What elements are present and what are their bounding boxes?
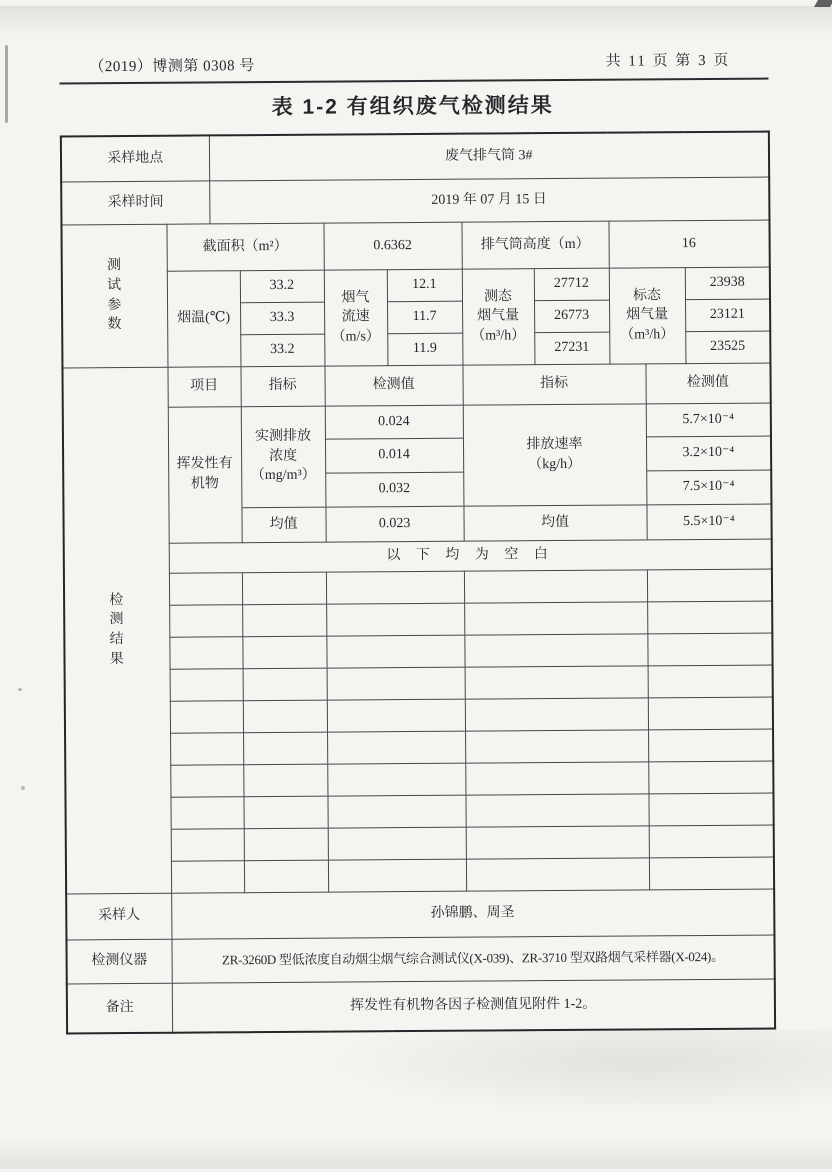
empty-cell	[243, 668, 327, 701]
emission-rate-value: 3.2×10⁻⁴	[646, 436, 771, 471]
empty-cell	[648, 665, 773, 698]
remark-label: 备注	[67, 983, 172, 1034]
empty-cell	[244, 828, 328, 861]
standard-flow-label: 标态 烟气量 （m³/h）	[609, 267, 686, 364]
empty-cell	[243, 764, 327, 797]
remark-value: 挥发性有机物各因子检测值见附件 1-2。	[172, 979, 775, 1033]
table-row	[64, 633, 772, 670]
stack-height-label: 排气筒高度（m）	[461, 221, 608, 269]
concentration-value: 0.014	[325, 438, 463, 473]
table-row	[65, 729, 773, 766]
table-row	[65, 761, 773, 798]
mean-concentration-value: 0.023	[325, 506, 463, 542]
empty-cell	[647, 633, 772, 666]
emission-rate-value: 7.5×10⁻⁴	[646, 470, 771, 505]
empty-cell	[170, 796, 243, 829]
empty-cell	[171, 860, 244, 893]
empty-cell	[648, 793, 773, 826]
empty-cell	[327, 795, 465, 828]
empty-cell	[326, 635, 464, 668]
flue-temp-value: 33.2	[240, 334, 324, 367]
empty-cell	[465, 729, 648, 762]
column-header-value2: 检测值	[645, 363, 770, 404]
empty-cell	[169, 572, 242, 605]
empty-cell	[464, 633, 647, 666]
column-header-indicator: 指标	[240, 366, 324, 407]
page-number-info: 共 11 页 第 3 页	[605, 52, 731, 70]
standard-flow-value: 23525	[685, 331, 770, 364]
standard-flow-value: 23121	[685, 299, 770, 332]
table-row	[61, 132, 769, 182]
empty-cell	[649, 857, 774, 890]
stack-height-value: 16	[608, 220, 769, 268]
column-header-item: 项目	[167, 366, 240, 407]
empty-cell	[465, 697, 648, 730]
mean-label: 均值	[241, 507, 325, 543]
waste-gas-results-table	[60, 131, 776, 1035]
empty-cell	[647, 601, 772, 634]
detection-results-section-label: 检 测 结 果	[62, 367, 171, 894]
sampler-value: 孙锦鹏、周圣	[171, 889, 774, 939]
emission-rate-label: 排放速率 （kg/h）	[463, 403, 647, 505]
empty-cell	[465, 793, 648, 826]
empty-cell	[243, 732, 327, 765]
table-row	[61, 220, 769, 272]
gas-velocity-value: 11.7	[387, 301, 462, 334]
empty-cell	[170, 764, 243, 797]
empty-cell	[328, 827, 466, 860]
empty-cell	[327, 699, 465, 732]
table-row	[63, 403, 771, 441]
empty-cell	[465, 665, 648, 698]
emission-rate-value: 5.7×10⁻⁴	[646, 403, 771, 437]
pollutant-name: 挥发性有 机物	[168, 406, 242, 543]
page-header	[59, 48, 768, 85]
concentration-value: 0.024	[325, 405, 463, 439]
empty-cell	[242, 636, 326, 669]
empty-cell	[242, 572, 326, 605]
measured-flow-value: 27712	[534, 268, 609, 301]
table-row	[66, 889, 774, 940]
flue-temp-value: 33.2	[240, 270, 324, 303]
table-row	[65, 665, 773, 702]
measured-flow-value: 27231	[534, 332, 609, 365]
gas-velocity-value: 12.1	[387, 269, 462, 302]
table-row	[67, 979, 775, 1034]
table-row	[66, 825, 774, 862]
sample-time-value: 2019 年 07 月 15 日	[209, 177, 769, 224]
flue-temp-label: 烟温(℃)	[167, 270, 241, 367]
cross-section-area-label: 截面积（m²）	[166, 223, 323, 271]
report-title: 表 1-2 有组织废气检测结果	[271, 94, 554, 119]
gas-velocity-label: 烟气 流速 （m/s）	[324, 269, 388, 365]
table-row	[66, 857, 774, 894]
sampler-label: 采样人	[66, 893, 171, 940]
empty-cell	[327, 667, 465, 700]
empty-cell	[170, 732, 243, 765]
table-row	[62, 267, 770, 304]
empty-cell	[169, 636, 242, 669]
empty-cell	[326, 603, 464, 636]
empty-cell	[328, 859, 466, 892]
flue-temp-value: 33.3	[240, 302, 324, 335]
table-row	[65, 793, 773, 830]
gas-velocity-value: 11.9	[387, 333, 462, 366]
empty-cell	[169, 604, 242, 637]
empty-cell	[464, 569, 647, 602]
empty-cell	[648, 729, 773, 762]
empty-cell	[647, 569, 772, 602]
measured-flow-value: 26773	[534, 300, 609, 333]
sample-location-label: 采样地点	[61, 135, 209, 181]
column-header-indicator2: 指标	[462, 363, 645, 404]
mean-label2: 均值	[463, 504, 646, 540]
blank-below-notice: 以 下 均 为 空 白	[169, 539, 772, 573]
mean-rate-value: 5.5×10⁻⁴	[646, 504, 771, 540]
measured-flow-label: 测态 烟气量 （m³/h）	[462, 268, 535, 365]
empty-cell	[244, 860, 328, 893]
table-row	[64, 539, 772, 574]
sample-time-label: 采样时间	[61, 180, 209, 224]
empty-cell	[326, 571, 464, 604]
empty-cell	[170, 700, 243, 733]
empty-cell	[327, 763, 465, 796]
empty-cell	[465, 761, 648, 794]
empty-cell	[649, 825, 774, 858]
column-header-value: 检测值	[324, 365, 462, 406]
table-row	[64, 569, 772, 606]
test-parameters-section-label: 测 试 参 数	[61, 224, 167, 368]
document-number: （2019）博测第 0308 号	[89, 58, 255, 76]
cross-section-area-value: 0.6362	[323, 222, 461, 270]
empty-cell	[242, 604, 326, 637]
empty-cell	[648, 761, 773, 794]
table-row	[62, 363, 770, 408]
empty-cell	[648, 697, 773, 730]
instrument-value: ZR-3260D 型低浓度自动烟尘烟气综合测试仪(X-039)、ZR-3710 型双路烟气采样器(X-024)。	[171, 935, 774, 983]
empty-cell	[171, 828, 244, 861]
instrument-label: 检测仪器	[66, 939, 171, 984]
empty-cell	[243, 796, 327, 829]
measured-concentration-label: 实测排放 浓度 （mg/m³）	[241, 406, 326, 508]
empty-cell	[466, 857, 649, 890]
table-row	[64, 601, 772, 638]
empty-cell	[464, 601, 647, 634]
sample-location-value: 废气排气筒 3#	[209, 132, 769, 181]
empty-cell	[243, 700, 327, 733]
concentration-value: 0.032	[325, 472, 463, 507]
empty-cell	[466, 825, 649, 858]
standard-flow-value: 23938	[685, 267, 770, 300]
table-row	[65, 697, 773, 734]
table-row	[61, 177, 769, 225]
empty-cell	[170, 668, 243, 701]
empty-cell	[327, 731, 465, 764]
table-row	[66, 935, 774, 984]
